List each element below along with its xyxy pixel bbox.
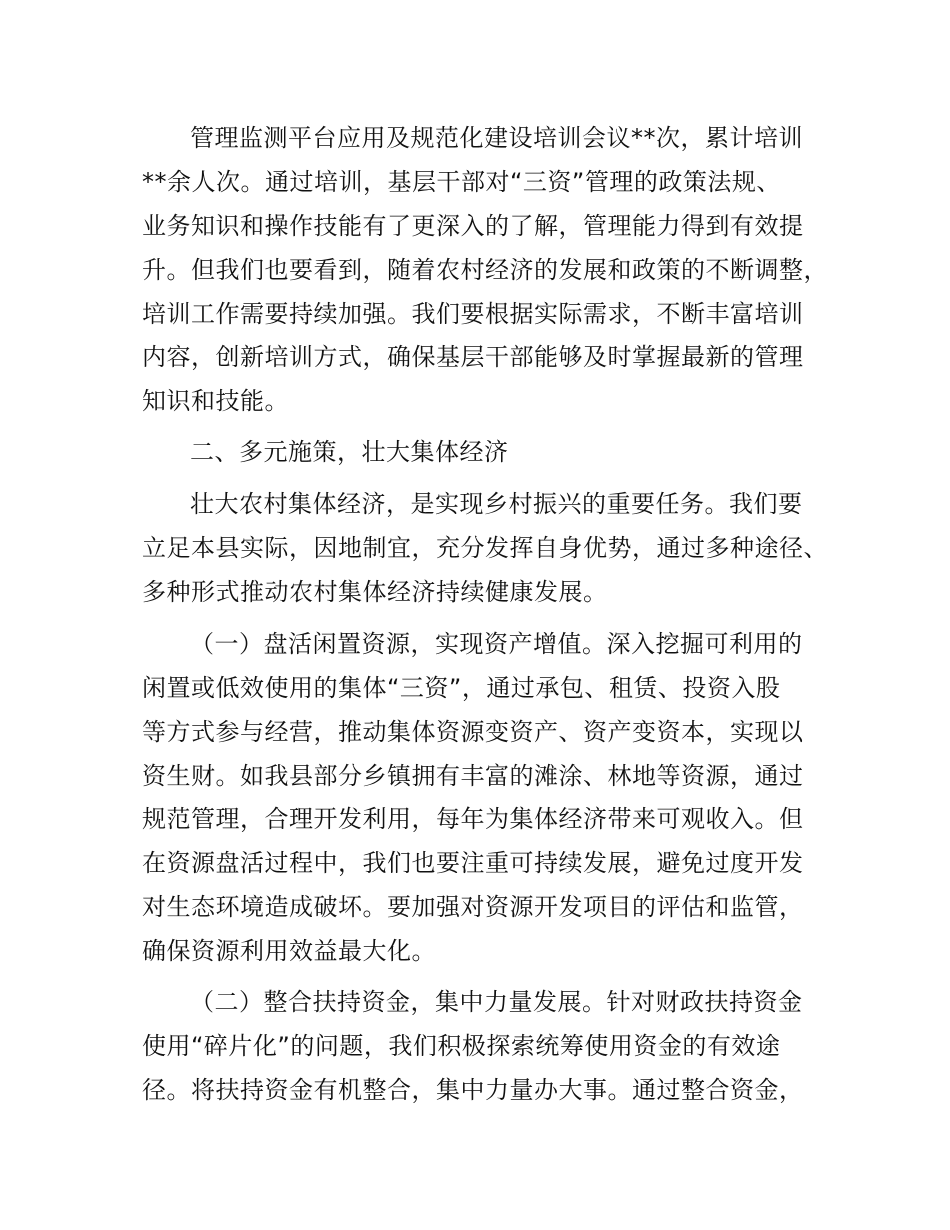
text-line: 径。将扶持资金有机整合，集中力量办大事。通过整合资金，: [142, 1076, 804, 1104]
text-line: （一）盘活闲置资源，实现资产增值。深入挖掘可利用的: [190, 630, 803, 658]
text-line: 业务知识和操作技能有了更深入的了解，管理能力得到有效提: [142, 212, 804, 240]
text-line: **余人次。通过培训，基层干部对“三资”管理的政策法规、: [142, 168, 781, 196]
text-line: 在资源盘活过程中，我们也要注重可持续发展，避免过度开发: [142, 849, 804, 877]
text-line: 培训工作需要持续加强。我们要根据实际需求，不断丰富培训: [142, 300, 804, 328]
text-line: 对生态环境造成破坏。要加强对资源开发项目的评估和监管，: [142, 893, 804, 921]
text-line: 知识和技能。: [142, 387, 289, 415]
text-line: 等方式参与经营，推动集体资源变资产、资产变资本，实现以: [142, 718, 804, 746]
text-line: （二）整合扶持资金，集中力量发展。针对财政扶持资金: [190, 988, 803, 1016]
text-line: 管理监测平台应用及规范化建设培训会议**次，累计培训: [190, 124, 803, 152]
text-line: 升。但我们也要看到，随着农村经济的发展和政策的不断调整，: [142, 256, 828, 284]
text-line: 立足本县实际，因地制宜，充分发挥自身优势，通过多种途径、: [142, 534, 828, 562]
text-line: 确保资源利用效益最大化。: [142, 937, 436, 965]
text-line: 内容，创新培训方式，确保基层干部能够及时掌握最新的管理: [142, 343, 804, 371]
text-line: 壮大农村集体经济，是实现乡村振兴的重要任务。我们要: [190, 490, 803, 518]
text-line: 闲置或低效使用的集体“三资”，通过承包、租赁、投资入股: [142, 674, 781, 702]
text-line: 多种形式推动农村集体经济持续健康发展。: [142, 578, 608, 606]
section-heading: 二、多元施策，壮大集体经济: [190, 438, 509, 466]
text-line: 资生财。如我县部分乡镇拥有丰富的滩涂、林地等资源，通过: [142, 762, 804, 790]
text-line: 规范管理，合理开发利用，每年为集体经济带来可观收入。但: [142, 805, 804, 833]
text-line: 使用“碎片化”的问题，我们积极探索统筹使用资金的有效途: [142, 1032, 781, 1060]
